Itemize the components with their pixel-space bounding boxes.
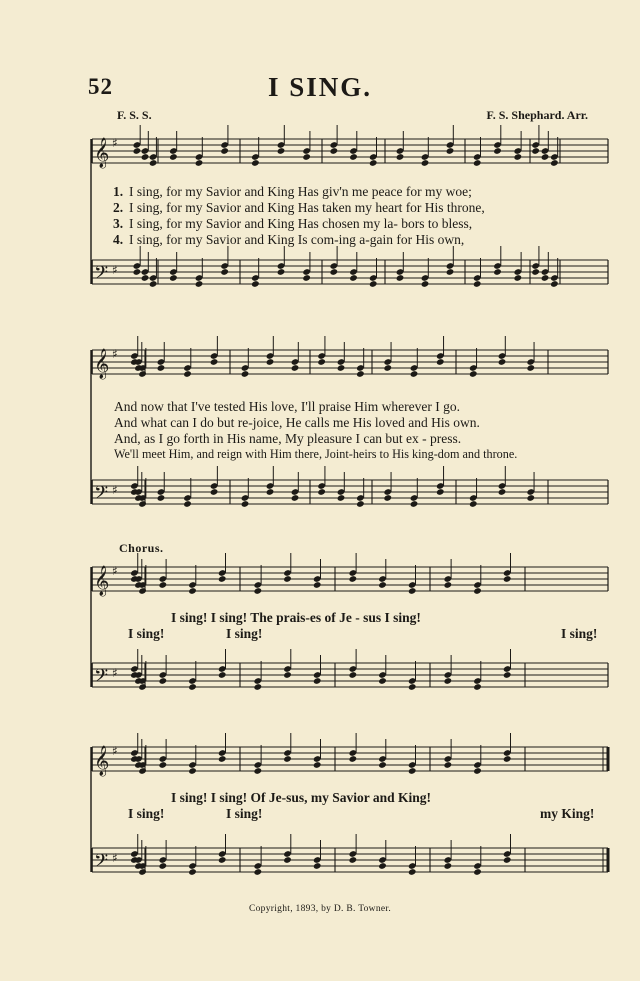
note-head [514, 153, 523, 161]
note-head [436, 358, 445, 366]
note-head [141, 274, 150, 282]
note-head [498, 488, 507, 496]
hymn-title: I SING. [267, 72, 373, 102]
note-head [317, 358, 326, 366]
note-head [313, 677, 322, 685]
note-head [283, 755, 292, 763]
note-head [188, 868, 197, 876]
chorus-line-2-lower-b: I sing! [226, 806, 263, 821]
note-head [159, 761, 168, 769]
chorus-line-2-upper: I sing! I sing! Of Je-sus, my Savior and King! [171, 790, 432, 805]
note-head [266, 488, 275, 496]
note-head [218, 755, 227, 763]
note-head [141, 153, 150, 161]
note-head [349, 575, 358, 583]
note-head [349, 153, 358, 161]
note-head [356, 500, 365, 508]
note-head [266, 358, 275, 366]
note-head [503, 755, 512, 763]
note-head [444, 862, 453, 870]
note-head [369, 280, 378, 288]
note-head [254, 767, 263, 775]
note-head [195, 280, 204, 288]
note-head [283, 856, 292, 864]
copyright-notice: Copyright, 1893, by D. B. Towner. [248, 904, 392, 914]
note-head [446, 147, 455, 155]
note-head [469, 370, 478, 378]
note-head [138, 370, 147, 378]
verse-line-2: 2. I sing, for my Savior and King Has taken my heart for His throne, [113, 200, 485, 215]
note-head [283, 671, 292, 679]
note-head [291, 494, 300, 502]
treble-clef: 𝄞 [94, 349, 110, 379]
note-head [159, 581, 168, 589]
note-head [526, 494, 535, 502]
note-head [503, 856, 512, 864]
note-head [302, 153, 311, 161]
note-head [444, 677, 453, 685]
note-head [210, 488, 219, 496]
refrain-line-3: And, as I go forth in His name, My pleasure I can but ex - press. [114, 431, 462, 446]
note-head [218, 856, 227, 864]
composer-credit: F. S. Shephard. Arr. [486, 108, 588, 122]
note-head [291, 364, 300, 372]
note-head [349, 671, 358, 679]
sharp-icon: ♯ [112, 347, 118, 361]
note-head [349, 856, 358, 864]
note-head [378, 761, 387, 769]
note-head [133, 147, 142, 155]
bass-clef: 𝄢 [94, 666, 109, 691]
lyricist-credit: F. S. S. [117, 108, 152, 122]
note-head [378, 677, 387, 685]
note-head [251, 159, 260, 167]
sharp-icon: ♯ [112, 564, 118, 578]
note-head [313, 862, 322, 870]
treble-clef: 𝄞 [94, 138, 110, 168]
note-head [421, 280, 430, 288]
note-head [313, 581, 322, 589]
page-number: 52 [88, 74, 113, 99]
bass-clef: 𝄢 [94, 263, 109, 288]
note-head [169, 153, 178, 161]
note-head [218, 671, 227, 679]
treble-clef: 𝄞 [94, 566, 110, 596]
note-head [188, 767, 197, 775]
note-head [408, 767, 417, 775]
note-head [473, 587, 482, 595]
refrain-line-1: And now that I've tested His love, I'll praise Him wherever I go. [114, 399, 461, 414]
note-head [541, 153, 550, 161]
note-head [277, 147, 286, 155]
note-head [337, 494, 346, 502]
note-head [138, 868, 147, 876]
note-head [493, 268, 502, 276]
sharp-icon: ♯ [112, 263, 118, 277]
chorus-line-1-upper: I sing! I sing! The prais-es of Je - sus I sing! [171, 610, 421, 625]
note-head [541, 274, 550, 282]
chorus-line-2-lower-c: my King! [540, 806, 595, 821]
note-head [241, 500, 250, 508]
note-head [421, 159, 430, 167]
sharp-icon: ♯ [112, 851, 118, 865]
note-head [531, 268, 540, 276]
note-head [188, 587, 197, 595]
note-head [444, 581, 453, 589]
note-head [254, 683, 263, 691]
note-head [218, 575, 227, 583]
note-head [444, 761, 453, 769]
chorus-label: Chorus. [119, 541, 164, 555]
note-head [349, 274, 358, 282]
verse-line-3: 3. I sing, for my Savior and King Has chosen my la- bors to bless, [113, 216, 473, 231]
sharp-icon: ♯ [112, 136, 118, 150]
note-head [159, 862, 168, 870]
note-head [159, 677, 168, 685]
note-head [330, 147, 339, 155]
refrain-line-2: And what can I do but re-joice, He calls me His loved and His own. [114, 415, 480, 430]
note-head [220, 147, 229, 155]
note-head [473, 280, 482, 288]
chorus-line-2-lower-a: I sing! [128, 806, 165, 821]
chorus-line-1-lower-c: I sing! [561, 626, 598, 641]
note-head [473, 683, 482, 691]
verse-line-4: 4. I sing, for my Savior and King Is com-ing a-gain for His own, [113, 232, 465, 247]
note-head [356, 370, 365, 378]
note-head [241, 370, 250, 378]
note-head [317, 488, 326, 496]
note-head [503, 575, 512, 583]
note-head [410, 370, 419, 378]
note-head [550, 280, 559, 288]
refrain-line-4: We'll meet Him, and reign with Him there, Joint-heirs to His king-dom and throne. [114, 447, 518, 461]
note-head [302, 274, 311, 282]
note-head [550, 159, 559, 167]
note-head [378, 581, 387, 589]
chorus-line-1-lower-b: I sing! [226, 626, 263, 641]
note-head [446, 268, 455, 276]
note-head [149, 159, 158, 167]
note-head [396, 274, 405, 282]
note-head [410, 500, 419, 508]
note-head [195, 159, 204, 167]
note-head [378, 862, 387, 870]
note-head [383, 364, 392, 372]
verse-line-1: 1. I sing, for my Savior and King Has giv'n me peace for my woe; [113, 184, 472, 199]
note-head [469, 500, 478, 508]
sharp-icon: ♯ [112, 666, 118, 680]
note-head [183, 370, 192, 378]
note-head [408, 683, 417, 691]
note-head [133, 268, 142, 276]
note-head [383, 494, 392, 502]
note-head [436, 488, 445, 496]
note-head [498, 358, 507, 366]
note-head [169, 274, 178, 282]
treble-clef: 𝄞 [94, 746, 110, 776]
note-head [220, 268, 229, 276]
note-head [330, 268, 339, 276]
note-head [277, 268, 286, 276]
note-head [157, 494, 166, 502]
note-head [313, 761, 322, 769]
note-head [408, 868, 417, 876]
note-head [473, 159, 482, 167]
bass-clef: 𝄢 [94, 483, 109, 508]
note-head [254, 868, 263, 876]
note-head [473, 767, 482, 775]
chorus-line-1-lower-a: I sing! [128, 626, 165, 641]
note-head [526, 364, 535, 372]
bass-clef: 𝄢 [94, 851, 109, 876]
note-head [251, 280, 260, 288]
note-head [149, 280, 158, 288]
note-head [138, 767, 147, 775]
note-head [473, 868, 482, 876]
note-head [157, 364, 166, 372]
note-head [503, 671, 512, 679]
note-head [283, 575, 292, 583]
note-head [138, 683, 147, 691]
note-head [183, 500, 192, 508]
note-head [138, 500, 147, 508]
note-head [514, 274, 523, 282]
note-head [493, 147, 502, 155]
note-head [349, 755, 358, 763]
note-head [188, 683, 197, 691]
note-head [408, 587, 417, 595]
note-head [138, 587, 147, 595]
note-head [531, 147, 540, 155]
note-head [210, 358, 219, 366]
sharp-icon: ♯ [112, 483, 118, 497]
sharp-icon: ♯ [112, 744, 118, 758]
note-head [396, 153, 405, 161]
note-head [369, 159, 378, 167]
note-head [254, 587, 263, 595]
note-head [337, 364, 346, 372]
